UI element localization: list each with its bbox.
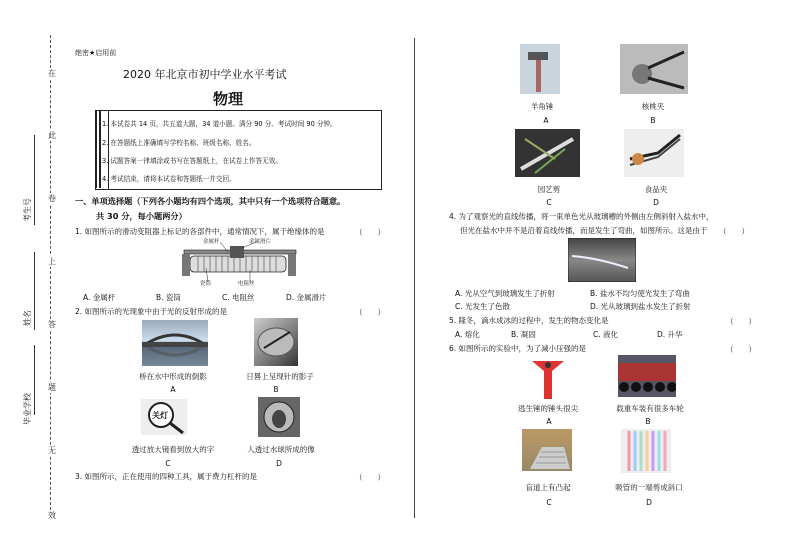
- question-5: 5. 隆冬，滴水成冰的过程中，发生的物态变化是: [449, 316, 609, 325]
- image-caption: 吸管的一端剪成斜口: [615, 483, 683, 492]
- claw-hammer-image: [520, 44, 560, 94]
- name-label: 姓名: [23, 310, 32, 326]
- question-1: 1. 如图所示的滑动变阻器上标记的各部件中，通常情况下，属于绝缘体的是: [75, 227, 325, 236]
- choice-letter: C: [165, 459, 171, 468]
- choice-letter: D: [646, 498, 652, 507]
- bridge-reflection-image: [142, 320, 208, 366]
- choice-letter: B: [650, 116, 656, 125]
- image-caption: 盲道上有凸起: [525, 483, 571, 492]
- notice-item: 1. 本试卷共 14 页，共五道大题，34 道小题。满分 90 分。考试时间 90 分钟。: [102, 120, 337, 128]
- option-c[interactable]: C. 电阻丝: [222, 293, 255, 302]
- option-a[interactable]: A. 金属杆: [83, 293, 116, 302]
- food-tongs-image: [624, 129, 684, 177]
- question-4-line1: 4. 为了观察光的直线传播，将一束单色光从玻璃槽的外侧由左侧斜射入盐水中，: [449, 212, 714, 221]
- section1-title: 一、单项选择题（下列各小题均有四个选项，其中只有一个选项符合题意。: [75, 196, 346, 206]
- margin-char: 上: [48, 257, 56, 266]
- answer-paren: （ ）: [355, 228, 385, 237]
- margin-char: 卷: [48, 194, 56, 203]
- answer-paren: （ ）: [355, 308, 385, 317]
- image-caption: 透过放大镜看到放大的字: [131, 445, 215, 454]
- secret-label: 绝密★启用前: [75, 49, 117, 57]
- rheostat-label: 金属杆: [203, 239, 220, 245]
- page-divider: [414, 38, 415, 518]
- margin-char: 在: [48, 69, 56, 78]
- image-caption: 核桃夹: [641, 102, 665, 111]
- rheostat-label: 电阻丝: [238, 281, 255, 287]
- binding-dashed-line: [50, 35, 51, 510]
- sundial-image: [254, 318, 298, 366]
- margin-char: 此: [48, 131, 56, 140]
- straws-image: [621, 429, 671, 473]
- exam-title: 2020 年北京市初中学业水平考试: [123, 68, 287, 81]
- name-field[interactable]: [34, 252, 35, 330]
- margin-char: 效: [48, 511, 56, 520]
- image-caption: 逃生锤的锤头很尖: [518, 404, 578, 413]
- notice-item: 3. 试题答案一律填涂或书写在答题纸上，在试卷上作答无效。: [102, 157, 282, 165]
- image-caption: 食品夹: [644, 185, 668, 194]
- escape-hammer-image: [522, 355, 574, 403]
- choice-letter: A: [543, 116, 549, 125]
- notice-box-stripe: [95, 110, 101, 188]
- notice-item: 2. 在答题纸上准确填写学校名称、班级名称、姓名。: [102, 139, 256, 147]
- question-3: 3. 如图所示，正在使用的四种工具，属于费力杠杆的是: [75, 472, 258, 481]
- choice-letter: A: [546, 417, 552, 426]
- option-c[interactable]: C. 光发生了色散: [455, 302, 511, 311]
- school-label: 毕业学校: [23, 393, 32, 425]
- option-d[interactable]: D. 金属滑片: [286, 293, 327, 302]
- examinee-number-label: 考生号: [23, 198, 32, 222]
- image-caption: 羊角锤: [530, 102, 554, 111]
- option-a[interactable]: A. 光从空气到玻璃发生了折射: [455, 289, 555, 298]
- magnifier-image: [141, 399, 187, 435]
- garden-shears-image: [515, 129, 580, 177]
- answer-paren: （ ）: [726, 317, 756, 326]
- choice-letter: D: [276, 459, 282, 468]
- answer-paren: （ ）: [726, 345, 756, 354]
- margin-char: 题: [48, 383, 56, 392]
- option-b[interactable]: B. 凝固: [511, 330, 536, 339]
- image-caption: 桥在水中形成的倒影: [139, 372, 207, 381]
- image-caption: 园艺剪: [537, 185, 561, 194]
- choice-letter: C: [546, 498, 552, 507]
- choice-letter: B: [273, 385, 279, 394]
- notice-item: 4. 考试结束，请将本试卷和答题纸一并交回。: [102, 175, 236, 183]
- option-b[interactable]: B. 瓷筒: [156, 293, 181, 302]
- margin-char: 答: [48, 320, 56, 329]
- subject-title: 物理: [213, 90, 244, 108]
- section1-sub: 共 30 分，每小题两分）: [96, 211, 187, 221]
- margin-char: 无: [48, 446, 56, 455]
- rheostat-label: 金属滑片: [249, 239, 272, 245]
- nutcracker-image: [620, 44, 688, 94]
- image-caption: 载重车装有很多车轮: [616, 404, 684, 413]
- option-d[interactable]: D. 光从玻璃到盐水发生了折射: [590, 302, 691, 311]
- answer-paren: （ ）: [355, 473, 385, 482]
- question-2: 2. 如图所示的光现象中由于光的反射形成的是: [75, 307, 228, 316]
- answer-paren: （ ）: [719, 227, 749, 236]
- rheostat-label: 瓷筒: [200, 281, 212, 287]
- light-in-saltwater-image: [568, 238, 636, 282]
- choice-letter: A: [170, 385, 176, 394]
- option-c[interactable]: C. 液化: [593, 330, 619, 339]
- option-d[interactable]: D. 升华: [657, 330, 683, 339]
- option-a[interactable]: A. 熔化: [455, 330, 480, 339]
- choice-letter: B: [645, 417, 651, 426]
- tactile-paving-image: [522, 429, 572, 471]
- school-field[interactable]: [34, 345, 35, 415]
- image-caption: 日晷上呈现针的影子: [246, 372, 314, 381]
- option-b[interactable]: B. 盐水不均匀使光发生了弯曲: [590, 289, 690, 298]
- water-ball-image: [258, 397, 300, 437]
- image-caption: 人透过水球所成的像: [247, 445, 315, 454]
- choice-letter: C: [546, 198, 552, 207]
- question-4-line2: 但光在盐水中并不是沿着直线传播，而是发生了弯曲，如图所示。这是由于: [460, 226, 708, 235]
- examinee-number-field[interactable]: [34, 135, 35, 225]
- magnifier-text: 关灯: [152, 411, 168, 420]
- choice-letter: D: [653, 198, 659, 207]
- heavy-truck-image: [618, 355, 676, 397]
- question-6: 6. 如图所示的实验中，为了减小压强的是: [449, 344, 587, 353]
